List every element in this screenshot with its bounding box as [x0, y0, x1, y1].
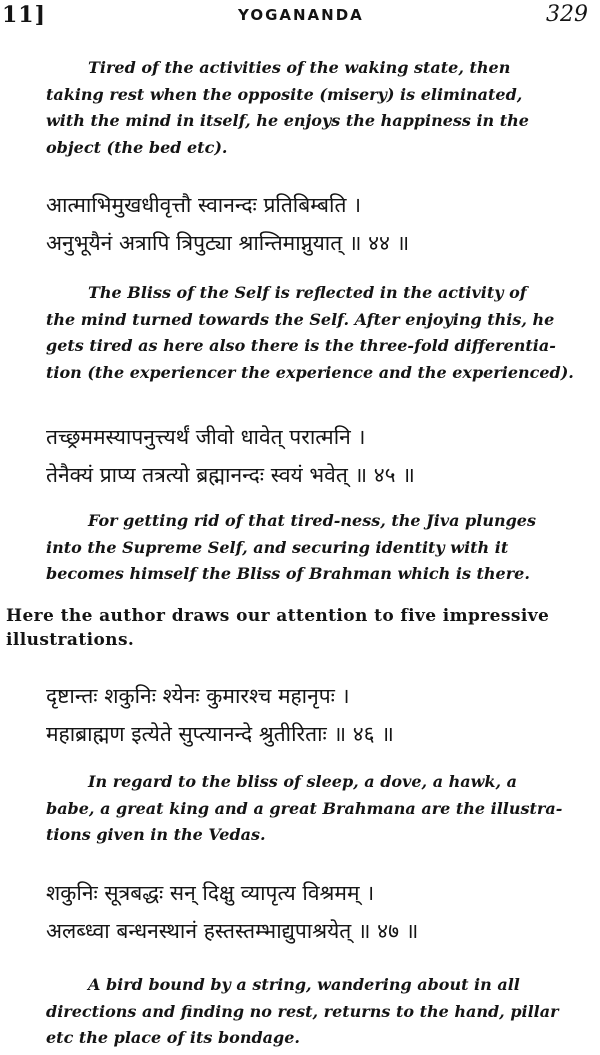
verse-line: अनुभूयैनं अत्रापि त्रिपुट्या श्रान्तिमाप्नुयात् ॥ ४४ ॥ — [46, 231, 410, 255]
text-line: tion (the experiencer the experience and the experienced). — [46, 362, 574, 382]
text-line: taking rest when the opposite (misery) is eliminated, — [46, 84, 523, 104]
text-line: For getting rid of that tired-ness, the Jiva plunges — [88, 511, 536, 530]
translation-paragraph-1 — [0, 55, 600, 161]
text-line: In regard to the bliss of sleep, a dove, a hawk, a — [88, 772, 517, 791]
text-line: Tired of the activities of the waking state, then — [88, 58, 511, 77]
translation-paragraph-5 — [0, 972, 600, 1052]
chapter-marker: 11] — [2, 2, 47, 28]
text-line: The Bliss of the Self is reflected in the activity of — [88, 283, 527, 302]
text-line: babe, a great king and a great Brahmana are the illustra- — [46, 798, 563, 818]
page-number: 329 — [546, 2, 588, 27]
text-line: etc the place of its bondage. — [46, 1028, 300, 1047]
sanskrit-verse-44 — [0, 186, 600, 262]
verse-line: दृष्टान्तः शकुनिः श्येनः कुमारश्च महानृपः । — [46, 684, 350, 708]
text-line: object (the bed etc). — [46, 137, 228, 157]
verse-line: अलब्ध्वा बन्धनस्थानं हस्तस्तम्भाद्युपाश्रयेत् ॥ ४७ ॥ — [46, 919, 419, 943]
text-line: the mind turned towards the Self. After enjoying this, he — [46, 309, 555, 329]
verse-line: तच्छ्रममस्यापनुत्त्यर्थं जीवो धावेत् परात्मनि । — [46, 425, 366, 449]
text-line: directions and finding no rest, returns to the hand, pillar — [46, 1001, 559, 1021]
text-line: into the Supreme Self, and securing identity with it — [46, 537, 509, 557]
verse-line: आत्माभिमुखधीवृत्तौ स्वानन्दः प्रतिबिम्बति । — [46, 193, 362, 217]
running-title: YOGANANDA — [238, 6, 364, 24]
verse-line: महाब्राह्मण इत्येते सुप्त्यानन्दे श्रुतीरिताः ॥ ४६ ॥ — [46, 722, 394, 746]
text-line: gets tired as here also there is the three-fold differentia- — [46, 336, 556, 355]
translation-paragraph-2 — [0, 280, 600, 386]
text-line: with the mind in itself, he enjoys the happiness in the — [46, 111, 529, 130]
verse-line: शकुनिः सूत्रबद्धः सन् दिक्षु व्यापृत्य विश्रमम् । — [46, 881, 375, 905]
translation-paragraph-4 — [0, 769, 600, 849]
sanskrit-verse-45 — [0, 418, 600, 494]
text-line: becomes himself the Bliss of Brahman which is there. — [46, 564, 530, 583]
sanskrit-verse-46 — [0, 677, 600, 753]
text-line: tions given in the Vedas. — [46, 825, 266, 844]
translation-paragraph-3 — [0, 508, 600, 588]
text-line: illustrations. — [6, 630, 135, 650]
text-line: Here the author draws our attention to five impressive — [6, 606, 550, 626]
sanskrit-verse-47 — [0, 874, 600, 950]
verse-line: तेनैक्यं प्राप्य तत्रत्यो ब्रह्मानन्दः स्वयं भवेत् ॥ ४५ ॥ — [46, 463, 415, 487]
running-header — [0, 0, 600, 30]
text-line: A bird bound by a string, wandering about in all — [88, 975, 520, 994]
commentary-paragraph — [0, 604, 600, 652]
